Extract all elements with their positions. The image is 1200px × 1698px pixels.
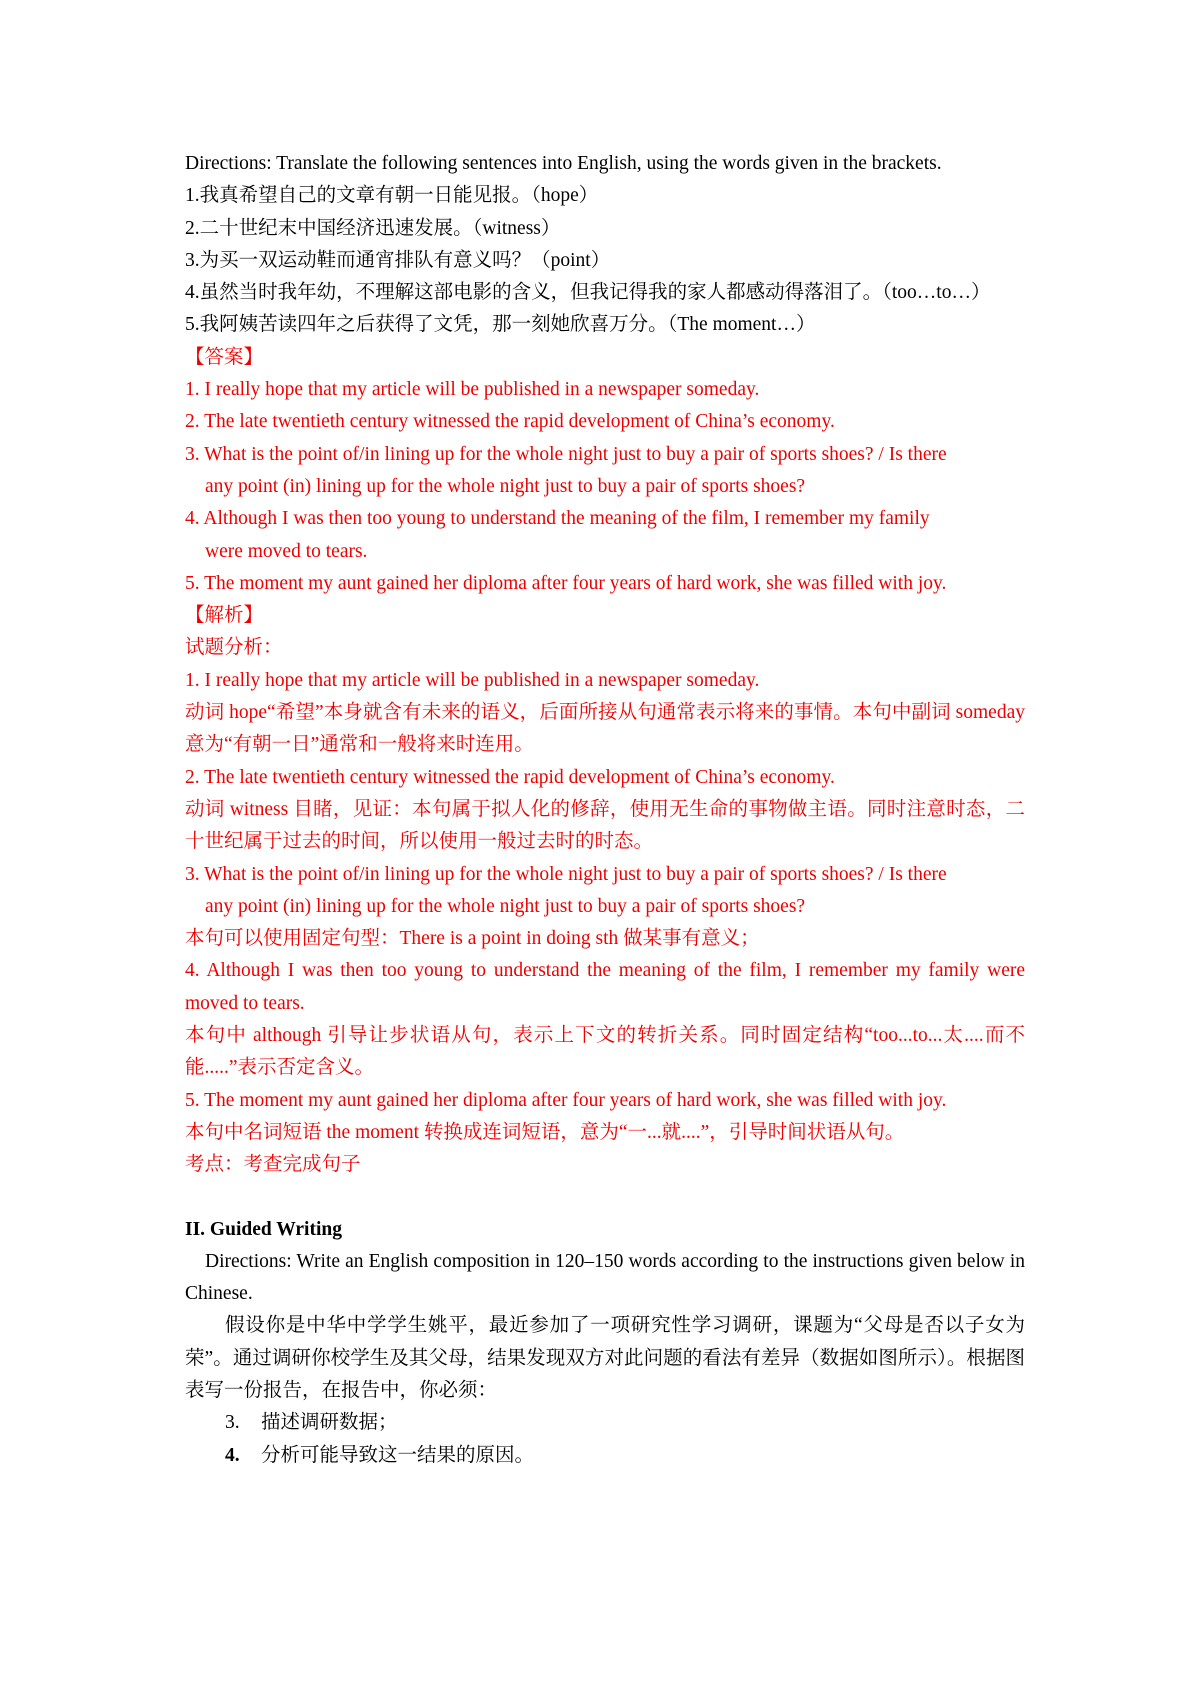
section-gap bbox=[185, 1182, 1025, 1214]
analysis-heading: 【解析】 bbox=[185, 605, 264, 627]
analysis-note-5: 本句中名词短语 the moment 转换成连词短语，意为“一...就....”，引导时间状语从句。 bbox=[185, 1121, 905, 1143]
answer-3a: 3. What is the point of/in lining up for the whole night just to buy a pair of sports shoes? / Is there bbox=[185, 443, 947, 465]
section1-directions: Directions: Translate the following sentences into English, using the words given in the brackets. bbox=[185, 153, 942, 174]
task-text: 描述调研数据； bbox=[261, 1412, 398, 1434]
task-number: 3. bbox=[225, 1412, 240, 1434]
task-list-item bbox=[185, 1440, 1025, 1472]
answer-2: 2. The late twentieth century witnessed the rapid development of China’s economy. bbox=[185, 411, 835, 433]
analysis-sentence-5: 5. The moment my aunt gained her diploma after four years of hard work, she was filled with joy. bbox=[185, 1089, 947, 1111]
analysis-note-2: 动词 witness 目睹，见证：本句属于拟人化的修辞，使用无生命的事物做主语。同时注意时态，二十世纪属于过去的时间，所以使用一般过去时的时态。 bbox=[185, 798, 1025, 853]
answer-3b: any point (in) lining up for the whole night just to buy a pair of sports shoes? bbox=[205, 475, 806, 497]
answer-1: 1. I really hope that my article will be published in a newspaper someday. bbox=[185, 379, 760, 401]
analysis-kaodian: 考点：考查完成句子 bbox=[185, 1154, 361, 1176]
question-4: 4.虽然当时我年幼，不理解这部电影的含义，但我记得我的家人都感动得落泪了。（too…to…） bbox=[185, 282, 991, 304]
task-list-item bbox=[185, 1407, 1025, 1439]
analysis-sentence-1: 1. I really hope that my article will be published in a newspaper someday. bbox=[185, 669, 760, 691]
section2-heading: II. Guided Writing bbox=[185, 1218, 342, 1240]
question-3: 3.为买一双运动鞋而通宵排队有意义吗？（point） bbox=[185, 249, 611, 271]
section2-directions: Directions: Write an English composition in 120–150 words according to the instructions given below in Chinese. bbox=[185, 1250, 1025, 1305]
document-page bbox=[185, 148, 1025, 1472]
task-number: 4. bbox=[225, 1444, 240, 1466]
analysis-note-1: 动词 hope“希望”本身就含有未来的语义，后面所接从句通常表示将来的事情。本句中副词 someday 意为“有朝一日”通常和一般将来时连用。 bbox=[185, 702, 1025, 756]
analysis-sentence-4: 4. Although I was then too young to understand the meaning of the film, I remember my family were moved to tears. bbox=[185, 960, 1025, 1014]
analysis-note-4: 本句中 although 引导让步状语从句，表示上下文的转折关系。同时固定结构“too...to...太....而不能.....”表示否定含义。 bbox=[185, 1025, 1025, 1079]
answer-4b: were moved to tears. bbox=[205, 540, 368, 562]
section2-prompt: 假设你是中华中学学生姚平，最近参加了一项研究性学习调研，课题为“父母是否以子女为荣”。通过调研你校学生及其父母，结果发现双方对此问题的看法有差异（数据如图所示）。根据图表写一份报告，在报告中，你必须： bbox=[185, 1315, 1025, 1401]
question-1: 1.我真希望自己的文章有朝一日能见报。（hope） bbox=[185, 185, 599, 207]
answer-5: 5. The moment my aunt gained her diploma after four years of hard work, she was filled with joy. bbox=[185, 572, 947, 594]
analysis-sentence-3a: 3. What is the point of/in lining up for the whole night just to buy a pair of sports shoes? / Is there bbox=[185, 863, 947, 885]
answer-heading: 【答案】 bbox=[185, 346, 264, 368]
analysis-sentence-2: 2. The late twentieth century witnessed the rapid development of China’s economy. bbox=[185, 766, 835, 788]
question-2: 2.二十世纪末中国经济迅速发展。（witness） bbox=[185, 217, 561, 239]
analysis-note-3: 本句可以使用固定句型：There is a point in doing sth 做某事有意义； bbox=[185, 928, 760, 950]
question-5: 5.我阿姨苦读四年之后获得了文凭，那一刻她欣喜万分。（The moment…） bbox=[185, 314, 816, 336]
analysis-sentence-3b: any point (in) lining up for the whole night just to buy a pair of sports shoes? bbox=[205, 895, 806, 917]
task-text: 分析可能导致这一结果的原因。 bbox=[261, 1444, 535, 1466]
analysis-subheading: 试题分析： bbox=[185, 637, 283, 659]
answer-4a: 4. Although I was then too young to understand the meaning of the film, I remember my family bbox=[185, 508, 930, 530]
